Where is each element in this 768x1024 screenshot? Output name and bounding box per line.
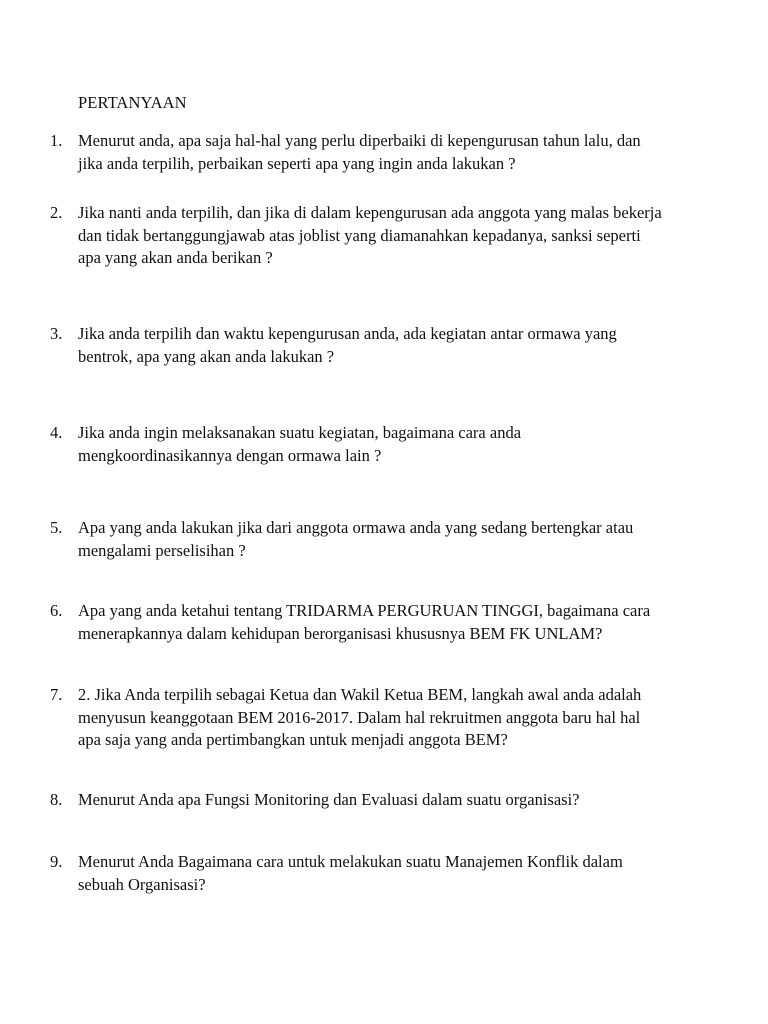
question-number: 9. xyxy=(50,852,63,871)
document-title: PERTANYAAN xyxy=(78,93,187,112)
question-line: sebuah Organisasi? xyxy=(78,874,206,894)
question-text xyxy=(78,851,718,896)
question-text xyxy=(78,130,718,175)
question-line: Apa yang anda ketahui tentang TRIDARMA PERGURUAN TINGGI, bagaimana cara xyxy=(78,601,651,620)
question-line: Jika nanti anda terpilih, dan jika di dalam kepengurusan ada anggota yang malas bekerja xyxy=(78,203,662,222)
question-line: apa saja yang anda pertimbangkan untuk menjadi anggota BEM? xyxy=(78,730,508,749)
question-line: bentrok, apa yang akan anda lakukan ? xyxy=(78,346,335,366)
question-line: jika anda terpilih, perbaikan seperti apa yang ingin anda lakukan ? xyxy=(78,153,516,173)
question-line: Menurut Anda Bagaimana cara untuk melakukan suatu Manajemen Konflik dalam xyxy=(78,852,623,871)
question-line: mengkoordinasikannya dengan ormawa lain ? xyxy=(78,445,382,465)
question-number: 2. xyxy=(50,203,63,222)
question-line: 2. Jika Anda terpilih sebagai Ketua dan Wakil Ketua BEM, langkah awal anda adalah xyxy=(78,685,642,704)
question-text xyxy=(78,789,718,812)
question-text xyxy=(78,684,718,752)
question-text xyxy=(78,517,718,562)
question-number: 4. xyxy=(50,423,63,442)
question-line: Menurut Anda apa Fungsi Monitoring dan Evaluasi dalam suatu organisasi? xyxy=(78,790,580,809)
question-line: menerapkannya dalam kehidupan berorganisasi khususnya BEM FK UNLAM? xyxy=(78,623,603,643)
question-line: menyusun keanggotaan BEM 2016-2017. Dalam hal rekruitmen anggota baru hal hal xyxy=(78,707,641,727)
question-number: 5. xyxy=(50,518,63,537)
question-line: mengalami perselisihan ? xyxy=(78,540,246,560)
question-text xyxy=(78,422,718,467)
question-number: 8. xyxy=(50,790,63,809)
question-number: 1. xyxy=(50,131,63,150)
question-line: Apa yang anda lakukan jika dari anggota ormawa anda yang sedang bertengkar atau xyxy=(78,518,634,537)
question-text xyxy=(78,202,718,270)
question-number: 3. xyxy=(50,324,63,343)
question-line: Menurut anda, apa saja hal-hal yang perlu diperbaiki di kepengurusan tahun lalu, dan xyxy=(78,131,641,150)
question-number: 7. xyxy=(50,685,63,704)
question-line: dan tidak bertanggungjawab atas joblist yang diamanahkan kepadanya, sanksi seperti xyxy=(78,225,641,245)
question-text xyxy=(78,600,718,645)
question-line: Jika anda ingin melaksanakan suatu kegiatan, bagaimana cara anda xyxy=(78,423,522,442)
question-number: 6. xyxy=(50,601,63,620)
question-line: Jika anda terpilih dan waktu kepengurusan anda, ada kegiatan antar ormawa yang xyxy=(78,324,617,343)
question-line: apa yang akan anda berikan ? xyxy=(78,248,273,267)
question-text xyxy=(78,323,718,368)
